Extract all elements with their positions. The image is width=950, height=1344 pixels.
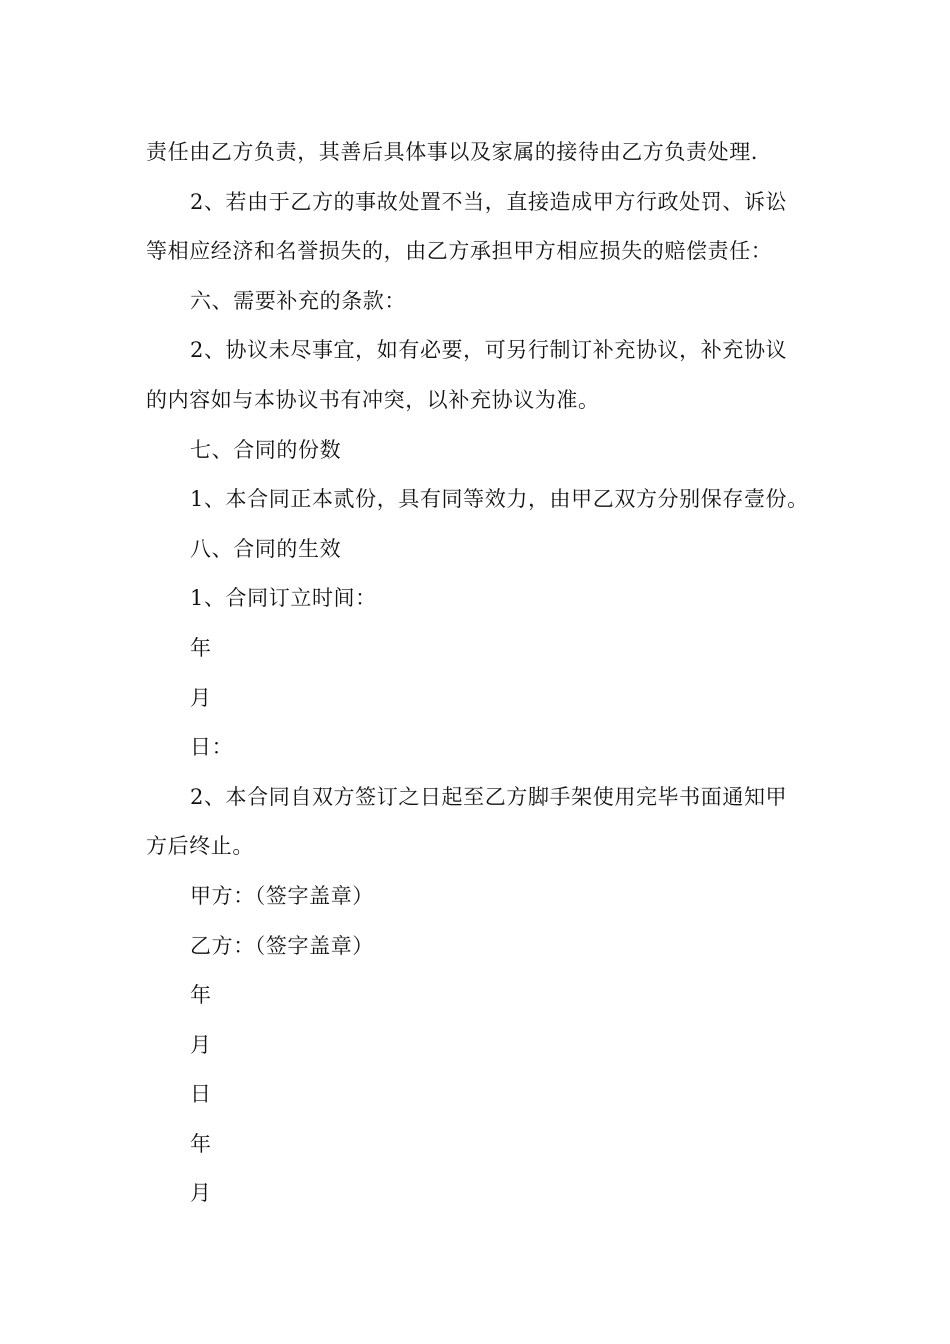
date-year-line: 年 [190,1131,212,1156]
text-line: 1、本合同正本贰份，具有同等效力，由甲乙双方分别保存壹份。 [190,487,809,512]
text-line: 2、本合同自双方签订之日起至乙方脚手架使用完毕书面通知甲 [190,784,788,809]
section-heading: 七、合同的份数 [190,437,342,462]
date-month-line: 月 [190,685,212,710]
party-b-signature-line: 乙方：（签字盖章） [190,933,374,958]
text-line: 等相应经济和名誉损失的，由乙方承担甲方相应损失的赔偿责任： [146,239,773,264]
date-year-line: 年 [190,635,212,660]
section-heading: 六、需要补充的条款： [190,288,406,313]
text-line: 方后终止。 [146,834,254,859]
date-day-line: 日 [190,1082,212,1107]
date-month-line: 月 [190,1032,212,1057]
text-line: 的内容如与本协议书有冲突，以补充协议为准。 [146,387,600,412]
party-a-signature-line: 甲方：（签字盖章） [190,883,374,908]
text-line: 责任由乙方负责，其善后具体事以及家属的接待由乙方负责处理. [146,140,759,164]
text-line: 2、若由于乙方的事故处置不当，直接造成甲方行政处罚、诉讼 [190,189,788,214]
date-year-line: 年 [190,983,212,1008]
text-line: 1、合同订立时间： [190,586,377,611]
date-month-line: 月 [190,1181,212,1206]
text-line: 2、协议未尽事宜，如有必要，可另行制订补充协议，补充协议 [190,338,788,363]
section-heading: 八、合同的生效 [190,536,342,561]
date-day-line: 日： [190,735,234,760]
document-body [146,128,826,1219]
